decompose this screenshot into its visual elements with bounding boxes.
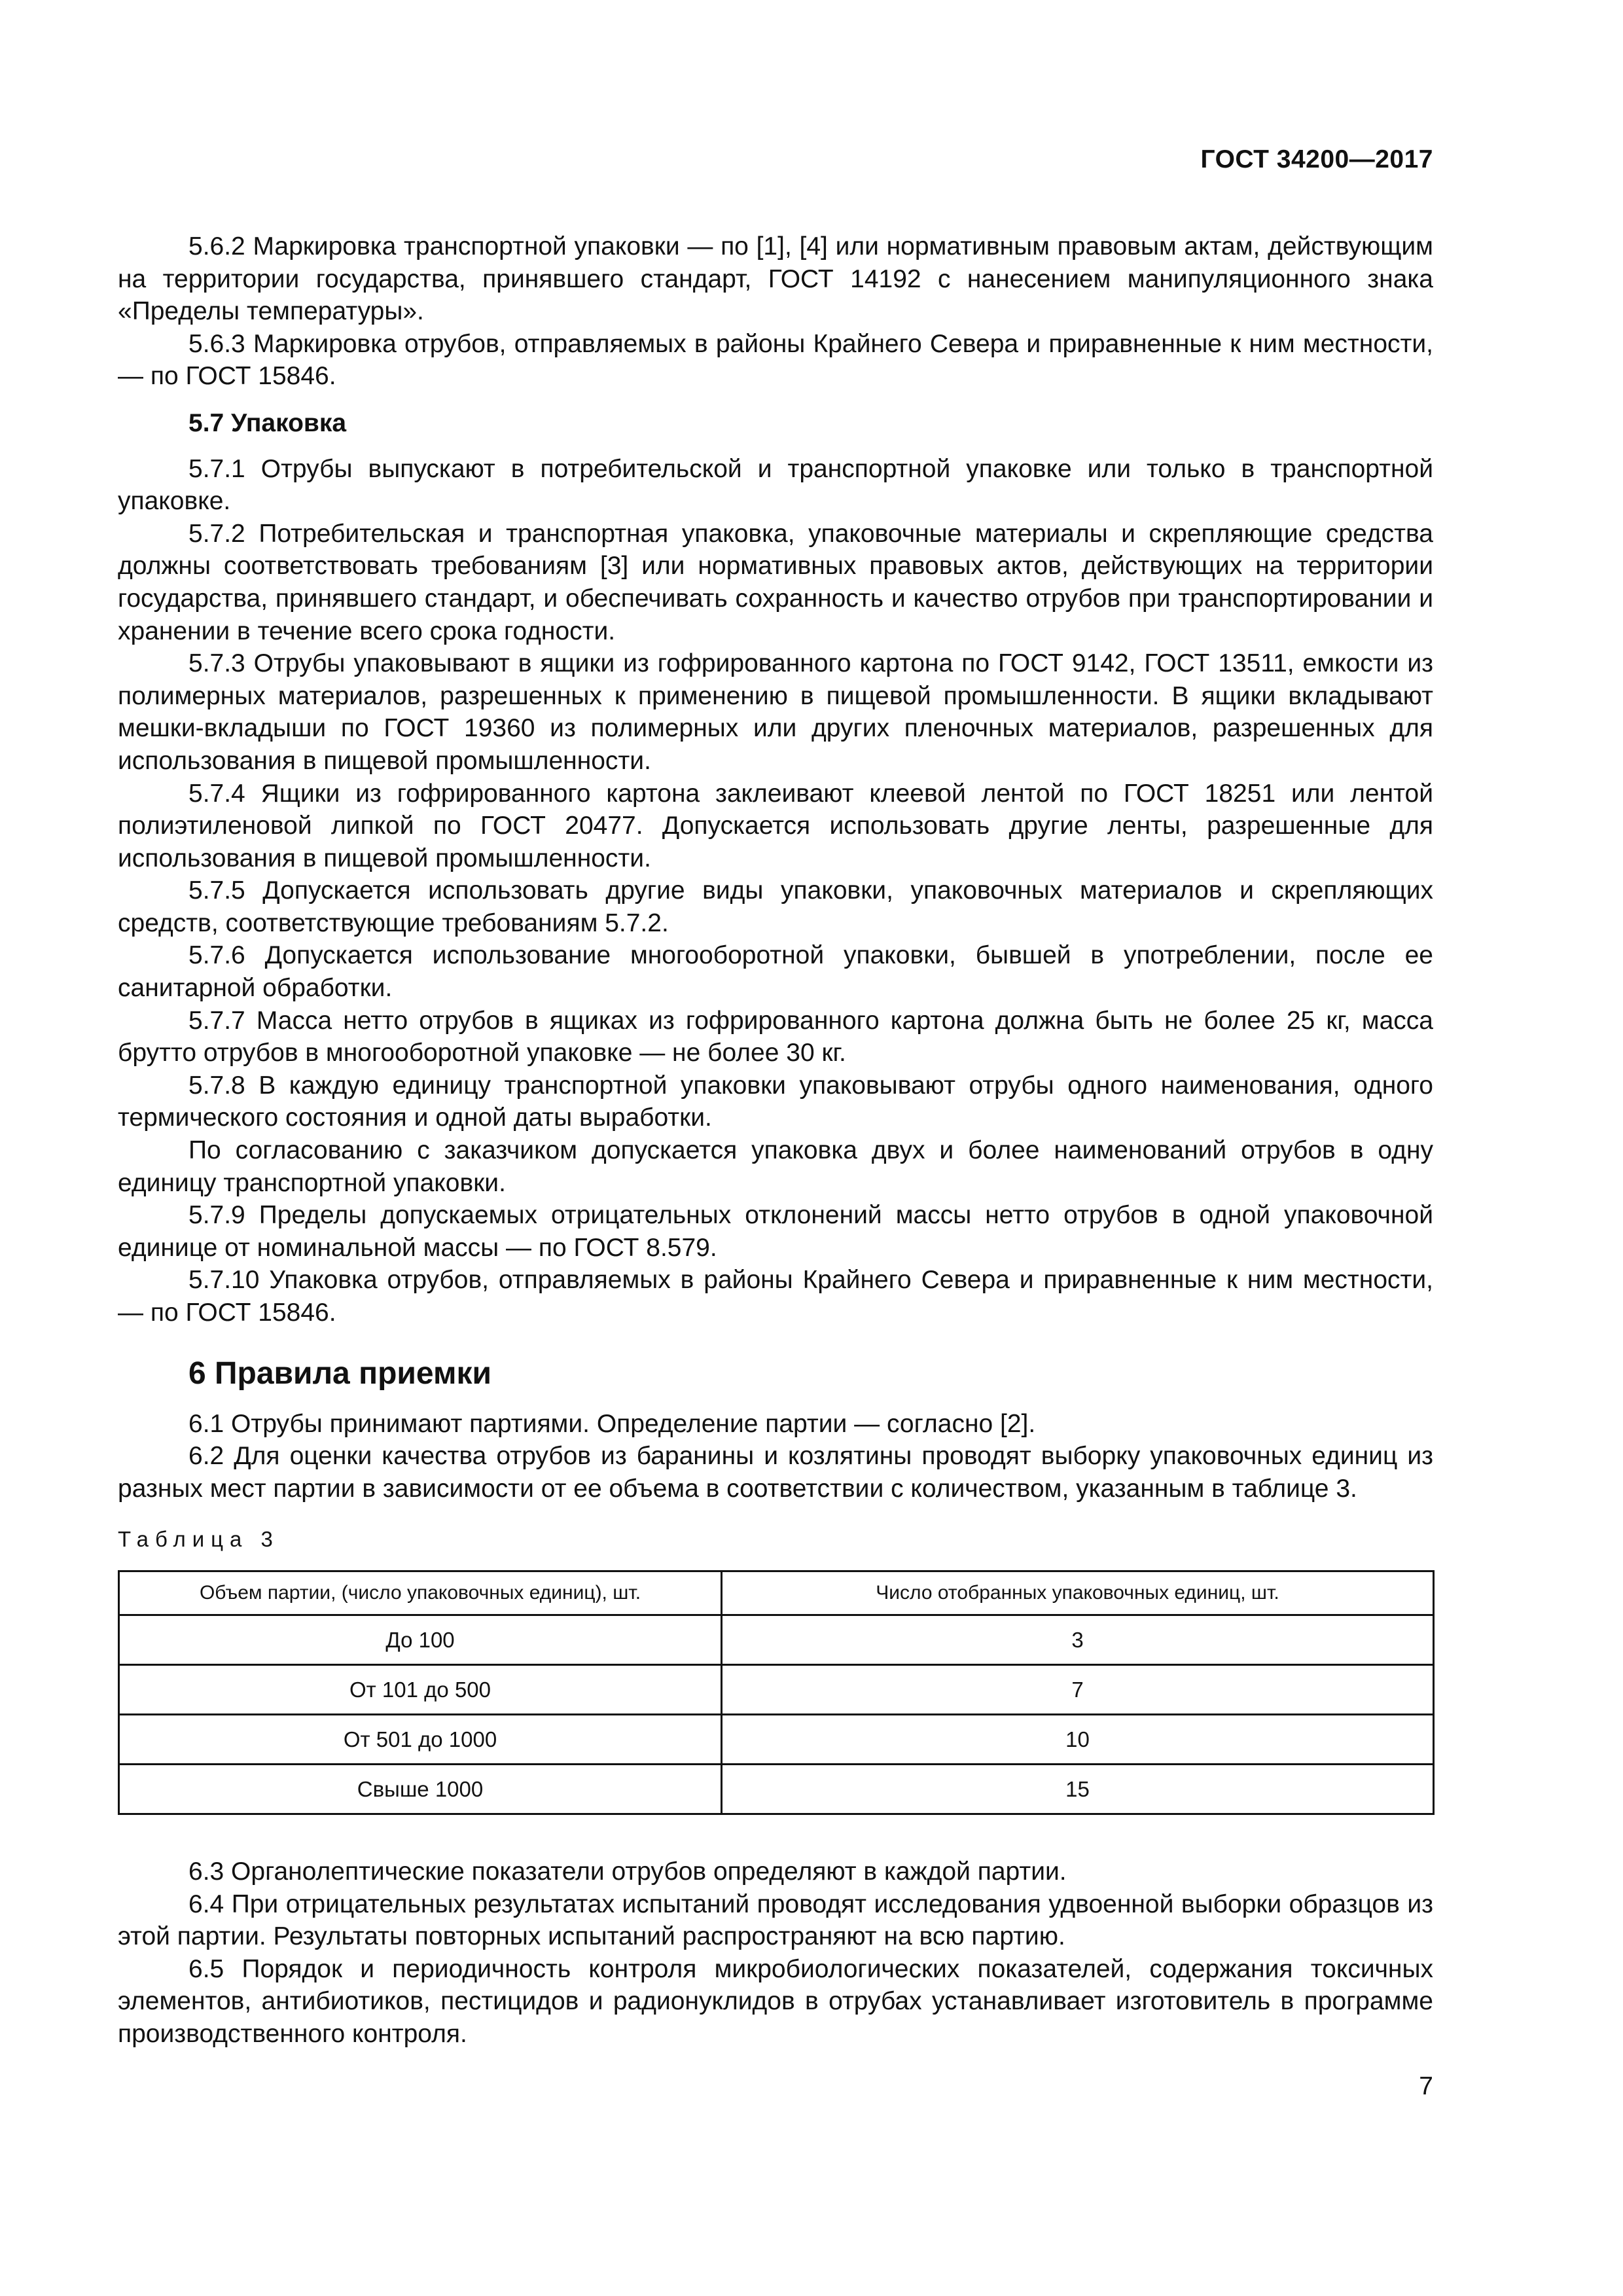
table-cell-sample-count: 7: [722, 1664, 1434, 1714]
paragraph-5-7-10: 5.7.10 Упаковка отрубов, отправляемых в районы Крайнего Севера и приравненные к ним местности, — по ГОСТ 15846.: [118, 1266, 1433, 1327]
paragraph-6-2: 6.2 Для оценки качества отрубов из баранины и козлятины проводят выборку упаковочных единиц из разных мест партии в зависимости от ее объема в соответствии с количеством, указанным в таблице 3.: [118, 1442, 1433, 1503]
table-row: [119, 1714, 1434, 1764]
table-cell-lot-size: От 101 до 500: [119, 1664, 722, 1714]
table-header-row: [119, 1571, 1434, 1615]
table-cell-sample-count: 3: [722, 1615, 1434, 1664]
table-cell-lot-size: До 100: [119, 1615, 722, 1664]
table-header-cell: Объем партии, (число упаковочных единиц), шт.: [119, 1571, 722, 1615]
table-row: [119, 1664, 1434, 1714]
table-3: [118, 1570, 1435, 1815]
paragraph-5-7-6: 5.7.6 Допускается использование многооборотной упаковки, бывшей в употреблении, после ее санитарной обработки.: [118, 941, 1433, 1003]
paragraph-5-7-3: 5.7.3 Отрубы упаковывают в ящики из гофрированного картона по ГОСТ 9142, ГОСТ 13511, емкости из полимерных материалов, разрешенных к применению в пищевой промышленности. В ящики вкладывают мешки-вкладыши по ГОСТ 19360 из полимерных или других пленочных материалов, разрешенных для использования в пищевой промышленности.: [118, 649, 1433, 775]
paragraph-5-7-8-continued: По согласованию с заказчиком допускается упаковка двух и более наименований отрубов в одну единицу транспортной упаковки.: [118, 1136, 1433, 1197]
table-row: [119, 1764, 1434, 1814]
table-row: [119, 1615, 1434, 1664]
paragraph-5-7-9: 5.7.9 Пределы допускаемых отрицательных отклонений массы нетто отрубов в одной упаковочной единице от номинальной массы — по ГОСТ 8.579.: [118, 1201, 1433, 1262]
document-code: ГОСТ 34200—2017: [1200, 145, 1433, 173]
paragraph-5-7-4: 5.7.4 Ящики из гофрированного картона заклеивают клеевой лентой по ГОСТ 18251 или лентой полиэтиленовой липкой по ГОСТ 20477. Допускается использовать другие ленты, разрешенные для использования в пищевой промышленности.: [118, 779, 1433, 872]
paragraph-5-7-8: 5.7.8 В каждую единицу транспортной упаковки упаковывают отрубы одного наименования, одного термического состояния и одной даты выработки.: [118, 1071, 1433, 1132]
table-cell-sample-count: 10: [722, 1714, 1434, 1764]
table-header-cell: Число отобранных упаковочных единиц, шт.: [722, 1571, 1434, 1615]
paragraph-6-3: 6.3 Органолептические показатели отрубов определяют в каждой партии.: [188, 1857, 1067, 1886]
paragraph-6-5: 6.5 Порядок и периодичность контроля микробиологических показателей, содержания токсичных элементов, антибиотиков, пестицидов и радионуклидов в отрубах устанавливает изготовитель в программе производственного контроля.: [118, 1954, 1433, 2048]
table-caption: Таблица 3: [118, 1527, 279, 1552]
table-cell-lot-size: Свыше 1000: [119, 1764, 722, 1814]
paragraph-5-7-2: 5.7.2 Потребительская и транспортная упаковка, упаковочные материалы и скрепляющие средства должны соответствовать требованиям [3] или нормативных правовых актов, действующих на территории государства, принявшего стандарт, и обеспечивать сохранность и качество отрубов при транспортировании и хранении в течение всего срока годности.: [118, 519, 1433, 645]
section-title-6: 6 Правила приемки: [188, 1355, 492, 1391]
table-cell-sample-count: 15: [722, 1764, 1434, 1814]
paragraph-6-1: 6.1 Отрубы принимают партиями. Определение партии — согласно [2].: [188, 1409, 1036, 1438]
paragraph-5-6-2: 5.6.2 Маркировка транспортной упаковки — по [1], [4] или нормативным правовым актам, действующим на территории государства, принявшего стандарт, ГОСТ 14192 с нанесением манипуляционного знака «Пределы температуры».: [118, 232, 1433, 326]
paragraph-6-4: 6.4 При отрицательных результатах испытаний проводят исследования удвоенной выборки образцов из этой партии. Результаты повторных испытаний распространяют на всю партию.: [118, 1890, 1433, 1951]
paragraph-5-7-7: 5.7.7 Масса нетто отрубов в ящиках из гофрированного картона должна быть не более 25 кг, масса брутто отрубов в многооборотной упаковке — не более 30 кг.: [118, 1006, 1433, 1067]
paragraph-5-6-3: 5.6.3 Маркировка отрубов, отправляемых в районы Крайнего Севера и приравненные к ним местности, — по ГОСТ 15846.: [118, 329, 1433, 391]
section-title-5-7: 5.7 Упаковка: [188, 408, 347, 437]
table-cell-lot-size: От 501 до 1000: [119, 1714, 722, 1764]
page-body: [118, 230, 1433, 2051]
paragraph-5-7-5: 5.7.5 Допускается использовать другие виды упаковки, упаковочных материалов и скрепляющих средств, соответствующие требованиям 5.7.2.: [118, 876, 1433, 937]
paragraph-5-7-1: 5.7.1 Отрубы выпускают в потребительской и транспортной упаковке или только в транспортной упаковке.: [118, 454, 1433, 516]
page-number: 7: [1419, 2072, 1433, 2100]
